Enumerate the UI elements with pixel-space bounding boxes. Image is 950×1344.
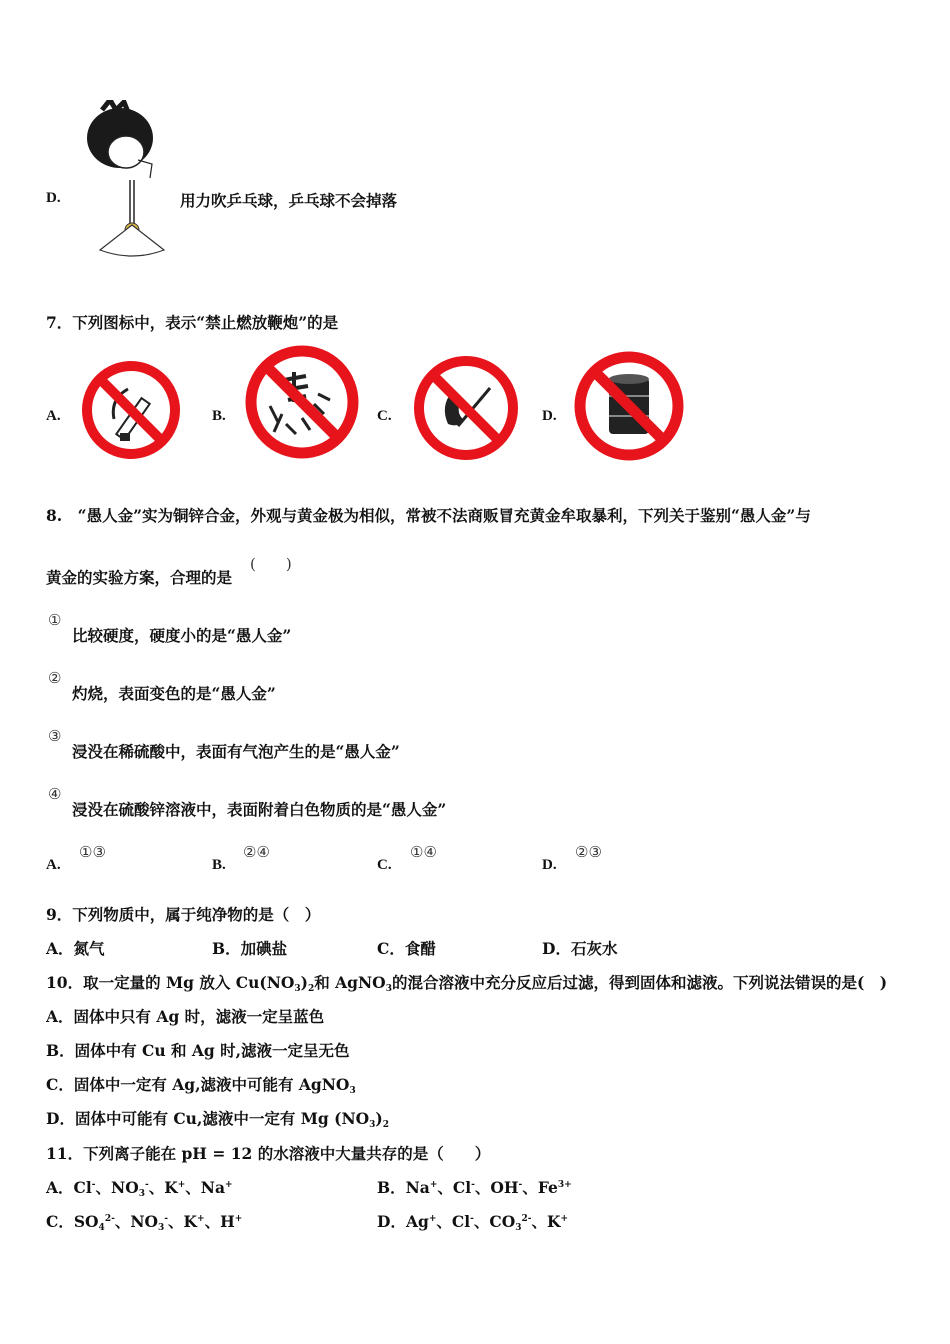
ion-formula: Cl-: [452, 1178, 475, 1197]
ion-separator: 、: [436, 1212, 452, 1231]
q9-stem: 9．下列物质中，属于纯净物的是（ ）: [46, 905, 321, 924]
ion-separator: 、: [204, 1212, 221, 1231]
q9-choice-b: B．加碘盐: [212, 939, 288, 958]
ion-formula: $NO_3^-$: [111, 1178, 149, 1199]
q8-choice-a-value: ①③: [79, 843, 106, 861]
ion-separator: 、: [95, 1178, 112, 1197]
ion-separator: 、: [522, 1178, 538, 1197]
q11-choice-a: [46, 1176, 233, 1199]
no-firecrackers-sign-icon: [244, 344, 360, 460]
q7-option-d-label: D.: [542, 408, 557, 424]
q8-answer-paren: ( ): [250, 555, 292, 573]
q6-option-d-text: 用力吹乒乓球，乒乓球不会掉落: [180, 191, 398, 210]
q11-choice-c: [46, 1210, 242, 1233]
q8-item-number: ③: [48, 727, 62, 745]
q8-stem-line2: 黄金的实验方案，合理的是: [46, 568, 233, 587]
q8-choice-d-label: D.: [542, 857, 557, 873]
q11-choice-d: [377, 1210, 568, 1233]
no-open-flame-sign-icon: [412, 354, 520, 462]
q8-choice-b-label: B.: [212, 857, 226, 873]
q9-choice-a: A．氮气: [46, 939, 105, 958]
q10-choice-b: B．固体中有 Cu 和 Ag 时,滤液一定呈无色: [46, 1041, 350, 1060]
q10-choice-a: A．固体中只有 Ag 时，滤液一定呈蓝色: [46, 1007, 325, 1026]
ion-separator: 、: [148, 1178, 165, 1197]
ion-separator: 、: [168, 1212, 184, 1231]
ion-formula: Cl-: [73, 1178, 96, 1197]
ion-separator: 、: [437, 1178, 453, 1197]
q6-option-d-label: D.: [46, 190, 61, 206]
ion-formula: $SO_4^{2-}$: [73, 1212, 115, 1233]
boy-blowing-ball-illustration: [80, 100, 170, 265]
q7-option-b-label: B.: [212, 408, 226, 424]
q8-item-text: 灼烧，表面变色的是“愚人金”: [72, 684, 276, 703]
ion-separator: 、: [185, 1178, 201, 1197]
q9-choice-c: C．食醋: [377, 939, 436, 958]
ion-formula: K+: [547, 1212, 569, 1231]
q11-choice-b: [377, 1176, 572, 1198]
q7-option-c-label: C.: [377, 408, 392, 424]
ion-formula: Na+: [405, 1178, 438, 1197]
ion-formula: Cl-: [451, 1212, 474, 1231]
q9-choice-d: D．石灰水: [542, 939, 618, 958]
q8-item-number: ①: [48, 611, 62, 629]
no-smoking-sign-icon: [80, 359, 182, 461]
q10-stem: 10．取一定量的 Mg 放入 $Cu(NO_3)_2$和 AgNO$_3$的混合溶液中充分反应后过滤，得到固体和滤液。下列说法错误的是( ): [46, 973, 888, 994]
q11-stem: 11．下列离子能在 pH = 12 的水溶液中大量共存的是（ ）: [46, 1144, 491, 1163]
q8-item-number: ④: [48, 785, 62, 803]
q8-choice-b-value: ②④: [243, 843, 270, 861]
ion-formula: K+: [164, 1178, 186, 1197]
ion-separator: 、: [531, 1212, 548, 1231]
q11-choice-label: D．: [377, 1212, 406, 1231]
q10-choice-d: D．固体中可能有 Cu,滤液中一定有 Mg $(NO_3)_2$: [46, 1109, 390, 1130]
q8-item-text: 浸没在硫酸锌溶液中，表面附着白色物质的是“愚人金”: [72, 800, 447, 819]
no-flammables-barrel-sign-icon: [573, 350, 685, 462]
ion-formula: $Fe^{3+}$: [537, 1178, 572, 1197]
q7-stem: 7．下列图标中，表示“禁止燃放鞭炮”的是: [46, 313, 339, 332]
q8-choice-c-label: C.: [377, 857, 392, 873]
q8-choice-c-value: ①④: [410, 843, 437, 861]
q11-choice-label: B．: [377, 1178, 406, 1197]
ion-separator: 、: [474, 1178, 491, 1197]
ion-formula: K+: [183, 1212, 205, 1231]
ion-separator: 、: [473, 1212, 490, 1231]
q11-choice-label: C．: [46, 1212, 74, 1231]
ion-separator: 、: [114, 1212, 131, 1231]
ion-formula: $NO_3^-$: [130, 1212, 169, 1233]
ion-formula: H+: [220, 1212, 243, 1231]
q11-choice-label: A．: [46, 1178, 74, 1197]
q8-stem-line1: 8. “愚人金”实为铜锌合金，外观与黄金极为相似，常被不法商贩冒充黄金牟取暴利，下列关于鉴别“愚人金”与: [46, 506, 811, 525]
q8-choice-d-value: ②③: [575, 843, 602, 861]
ion-formula: $CO_3^{2-}$: [489, 1212, 532, 1233]
q7-option-a-label: A.: [46, 408, 61, 424]
q10-choice-c: C．固体中一定有 Ag,滤液中可能有 AgNO$_3$: [46, 1075, 356, 1096]
ion-formula: OH-: [490, 1178, 523, 1197]
q8-choice-a-label: A.: [46, 857, 61, 873]
ion-formula: Na+: [200, 1178, 233, 1197]
q8-item-text: 浸没在稀硫酸中，表面有气泡产生的是“愚人金”: [72, 742, 400, 761]
ion-formula: Ag+: [405, 1212, 437, 1231]
q8-item-text: 比较硬度，硬度小的是“愚人金”: [72, 626, 292, 645]
q8-item-number: ②: [48, 669, 62, 687]
